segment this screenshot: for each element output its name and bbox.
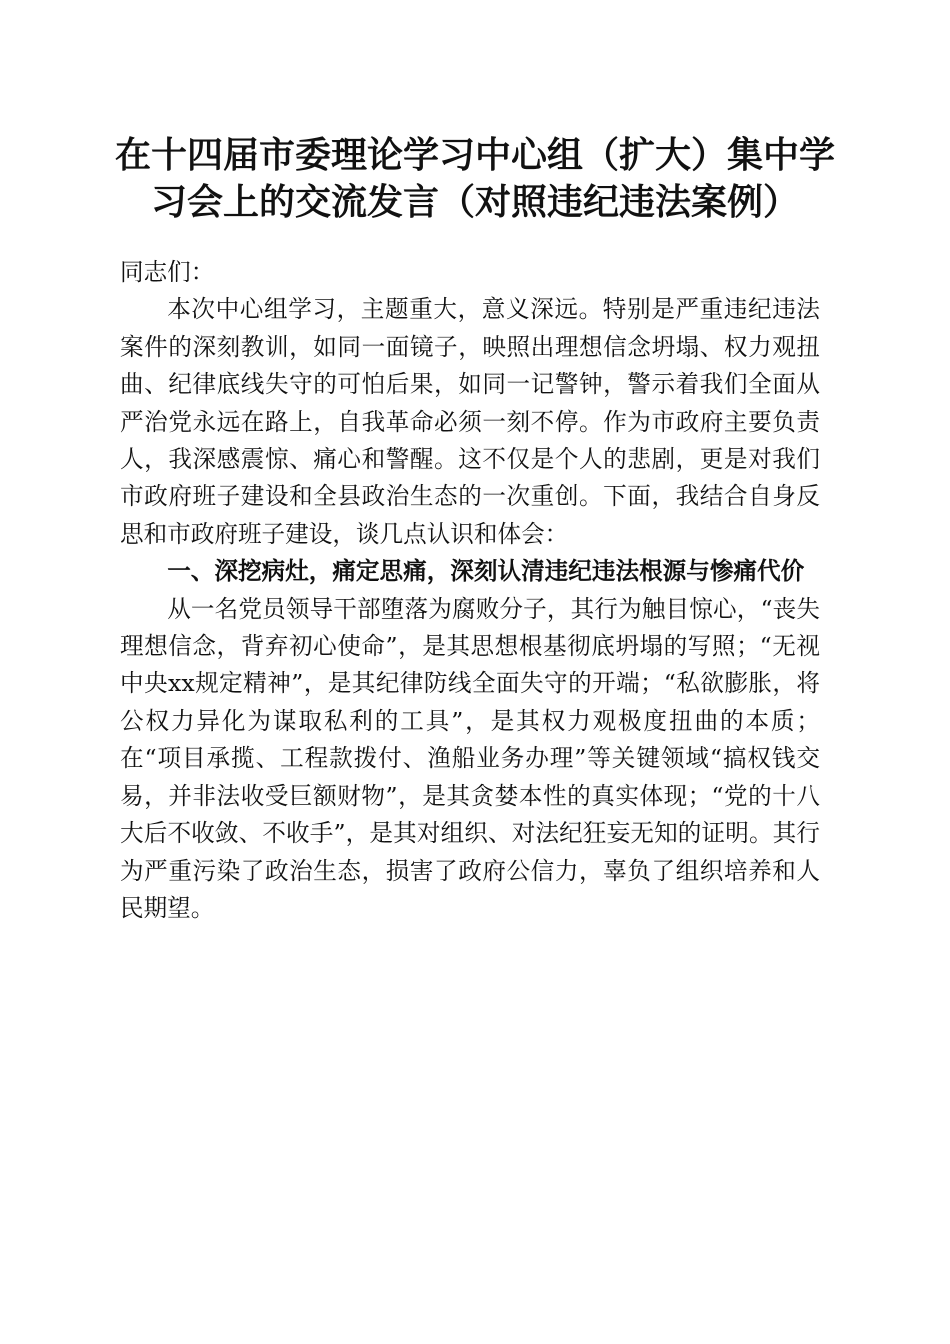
title-line-1: 在十四届市委理论学习中心组（扩大）集中学	[114, 134, 835, 176]
title-line-2: 习会上的交流发言（对照违纪违法案例）	[150, 181, 799, 223]
paragraph-intro: 本次中心组学习，主题重大，意义深远。特别是严重违纪违法案件的深刻教训，如同一面镜子，映照出理想信念坍塌、权力观扭曲、纪律底线失守的可怕后果，如同一记警钟，警示着我们全面从严治党永远在路上，自我革命必须一刻不停。作为市政府主要负责人，我深感震惊、痛心和警醒。这不仅是个人的悲剧，更是对我们市政府班子建设和全县政治生态的一次重创。下面，我结合自身反思和市政府班子建设，谈几点认识和体会：	[120, 295, 820, 548]
paragraph-section-1: 从一名党员领导干部堕落为腐败分子，其行为触目惊心，“丧失理想信念，背弃初心使命”，是其思想根基彻底坍塌的写照；“无视中央xx规定精神”，是其纪律防线全面失守的开端；“私欲膨胀，将公权力异化为谋取私利的工具”，是其权力观极度扭曲的本质；在“项目承揽、工程款拨付、渔船业务办理”等关键领域“搞权钱交易，并非法收受巨额财物”，是其贪婪本性的真实体现；“党的十八大后不收敛、不收手”，是其对组织、对法纪狂妄无知的证明。其行为严重污染了政治生态，损害了政府公信力，辜负了组织培养和人民期望。	[120, 594, 820, 922]
section-heading-1: 一、深挖病灶，痛定思痛，深刻认清违纪违法根源与惨痛代价	[167, 557, 805, 586]
document-title	[100, 132, 850, 226]
salutation: 同志们：	[120, 258, 215, 286]
document-body	[120, 254, 820, 927]
